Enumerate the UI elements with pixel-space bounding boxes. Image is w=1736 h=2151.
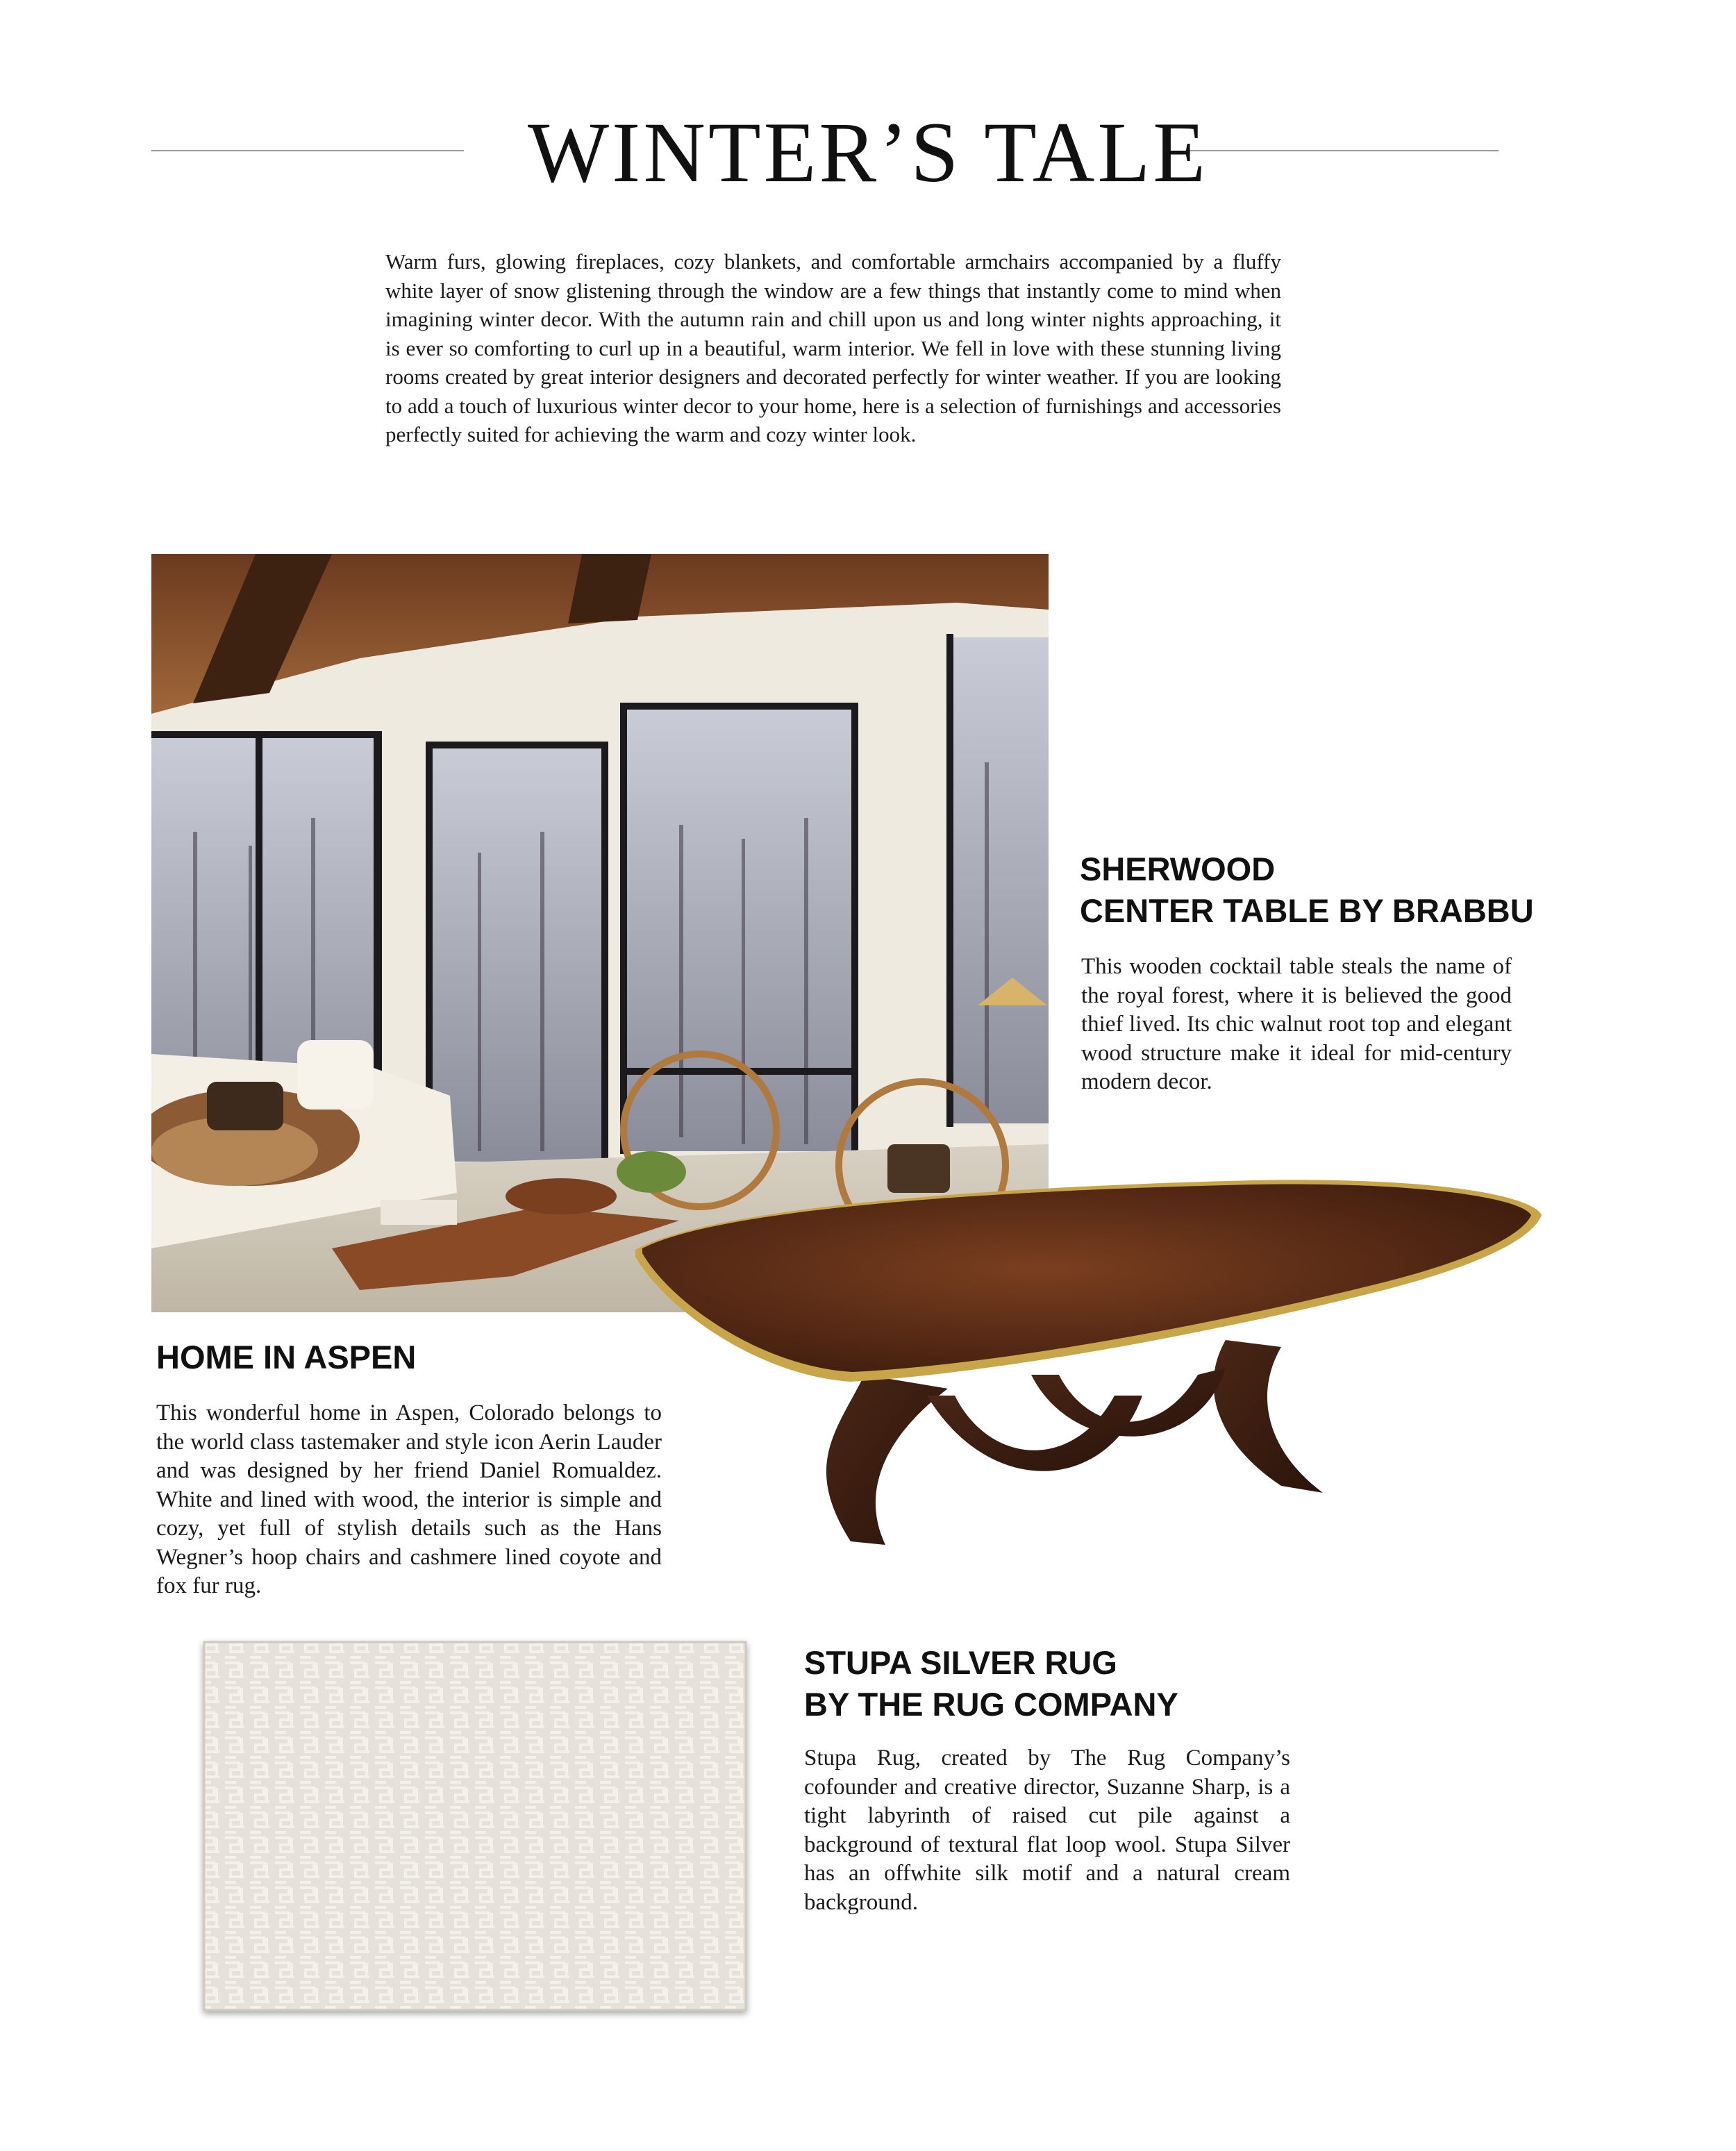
stupa-silver-rug-image (197, 1635, 756, 2024)
page-title: WINTER’S TALE (528, 105, 1208, 200)
aspen-heading: HOME IN ASPEN (156, 1339, 417, 1375)
stupa-description: Stupa Rug, created by The Rug Company’s cofounder and creative director, Suzanne Sharp, is a tight labyrinth of raised cut pile against a background of textural flat loop wool. Stupa Silver has an offwhite silk motif and a natural cream background. (804, 1746, 1290, 1915)
stupa-heading-line2: BY THE RUG COMPANY (804, 1686, 1178, 1723)
sherwood-description: This wooden cocktail table steals the name of the royal forest, where it is believed the good thief lived. Its chic walnut root top and elegant wood structure make it ideal for mid-century modern decor. (1081, 954, 1512, 1094)
aspen-description: This wonderful home in Aspen, Colorado belongs to the world class tastemaker and style icon Aerin Lauder and was designed by her friend Daniel Romualdez. White and lined with wood, the interior is simple and cozy, yet full of stylish details such as the Hans Wegner’s hoop chairs and cashmere lined coyote and fox fur rug. (156, 1400, 662, 1598)
stupa-heading-line1: STUPA SILVER RUG (804, 1644, 1117, 1681)
sherwood-heading-line1: SHERWOOD (1080, 851, 1276, 887)
intro-paragraph: Warm furs, glowing fireplaces, cozy blankets, and comfortable armchairs accompanied by a fluffy white layer of snow glistening through the window are a few things that instantly come to mind when imagining winter decor. With the autumn rain and chill upon us and long winter nights approaching, it is ever so comforting to curl up in a beautiful, warm interior. We fell in love with these stunning living rooms created by great interior designers and decorated perfectly for winter weather. If you are looking to add a touch of luxurious winter decor to your home, here is a selection of furnishings and accessories perfectly suited for achieving the warm and cozy winter look. (385, 249, 1281, 446)
sherwood-heading-line2: CENTER TABLE BY BRABBU (1080, 892, 1534, 929)
sherwood-table-image (628, 1166, 1545, 1555)
